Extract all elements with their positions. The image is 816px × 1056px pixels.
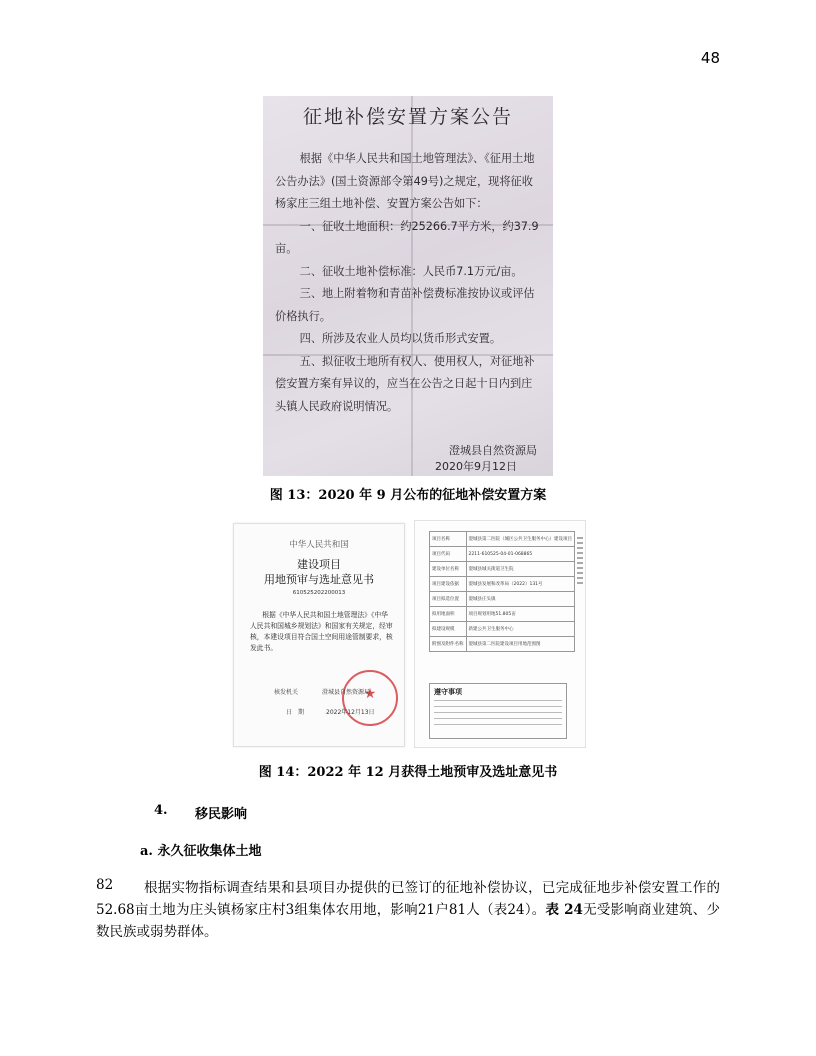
table-cell: 澄城县发展和改革局（2022）131号	[466, 577, 575, 592]
notice-box-title: 遵守事项	[434, 688, 462, 696]
table-cell: 澄城县第二医院（城区公共卫生服务中心）建设项目	[466, 532, 575, 547]
notice-issuer: 澄城县自然资源局	[449, 444, 537, 457]
paragraph-text: 无受影响商业建筑、少数民族或弱势群体。	[96, 902, 720, 940]
table-row	[430, 622, 575, 637]
figure-13-caption: 图 13：2020 年 9 月公布的征地补偿安置方案	[269, 488, 547, 503]
subsection-title: a. 永久征收集体土地	[140, 844, 262, 859]
table-cell: 澄城县庄头镇	[466, 592, 575, 607]
doc-date-label: 日 期	[286, 709, 305, 716]
table-row	[430, 547, 575, 562]
notice-paragraph: 一、征收土地面积：约25266.7平方米，约37.9亩。	[275, 219, 539, 255]
doc-number: 610525202200013	[292, 590, 346, 596]
notice-paragraph: 三、地上附着物和青苗补偿费标准按协议或评估价格执行。	[275, 287, 535, 323]
red-seal-stamp: ★	[342, 670, 398, 726]
page-number: 48	[700, 49, 720, 67]
notice-title: 征地补偿安置方案公告	[302, 106, 513, 128]
table-cell: 建设单位名称	[430, 562, 467, 577]
table-reference: 表 24	[545, 902, 583, 918]
doc-title-line1: 建设项目	[297, 558, 341, 571]
table-cell: 项目拟选位置	[430, 592, 467, 607]
notice-body	[275, 148, 543, 418]
section-title: 移民影响	[195, 807, 248, 822]
table-row	[430, 532, 575, 547]
notice-date: 2020年9月12日	[435, 460, 517, 473]
notice-box	[429, 683, 567, 739]
notice-paragraph: 五、拟征收土地所有权人、使用权人，对征地补偿安置方案有异议的，应当在公告之日起十日内到庄头镇人民政府说明情况。	[275, 354, 535, 413]
site-selection-opinion-cover	[233, 523, 405, 747]
table-row	[430, 577, 575, 592]
table-cell: 拟建设规模	[430, 622, 467, 637]
project-info-table	[429, 531, 575, 652]
table-row	[430, 592, 575, 607]
doc-issuer-value: 澄城县自然资源局	[322, 689, 371, 696]
table-cell: 拟用地面积	[430, 607, 467, 622]
notice-paragraph: 四、所涉及农业人员均以货币形式安置。	[299, 332, 502, 345]
table-row	[430, 637, 575, 652]
notice-box-text-lines	[434, 700, 562, 730]
table-cell: 项目名称	[430, 532, 467, 547]
doc-country: 中华人民共和国	[289, 540, 349, 550]
notice-paragraph: 二、征收土地补偿标准：人民币7.1万元/亩。	[299, 264, 523, 278]
table-cell: 新建公共卫生服务中心	[466, 622, 575, 637]
section-number: 4.	[154, 803, 168, 818]
side-binding-marks	[577, 537, 583, 587]
paragraph-text: 根据实物指标调查结果和县项目办提供的已签订的征地补偿协议，已完成征地步补偿安置工作的52.68亩土地为庄头镇杨家庄村3组集体农用地，影响21户81人（表24）。	[96, 880, 720, 918]
table-cell: 澄城县城关街道卫生院	[466, 562, 575, 577]
doc-date-value: 2022年12月13日	[326, 709, 375, 716]
doc-issuer-label: 核发机关	[274, 689, 299, 696]
table-cell: 2211-610525-04-01-068865	[466, 547, 575, 562]
table-row	[430, 607, 575, 622]
table-row	[430, 562, 575, 577]
paragraph-number: 82	[96, 877, 114, 893]
site-selection-opinion-details	[414, 520, 586, 748]
doc-body: 根据《中华人民共和国土地管理法》《中华人民共和国城乡规划法》和国家有关规定，经审核，本建设项目符合国土空间用途管制要求，核发此书。	[250, 611, 393, 652]
table-cell: 附图及附件名称	[430, 637, 467, 652]
table-cell: 项目建设依据	[430, 577, 467, 592]
paragraph-82	[96, 877, 720, 943]
table-cell: 项目代码	[430, 547, 467, 562]
figure-14-caption: 图 14：2022 年 12 月获得土地预审及选址意见书	[258, 765, 558, 780]
doc-title-line2: 用地预审与选址意见书	[264, 573, 374, 586]
table-cell: 澄城县第二医院建设项目用地范围图	[466, 637, 575, 652]
notice-paragraph: 根据《中华人民共和国土地管理法》、《征用土地公告办法》(国土资源部令第49号)之规定，现将征收杨家庄三组土地补偿、安置方案公告如下：	[275, 152, 535, 210]
land-acquisition-notice-photo	[263, 96, 553, 476]
table-cell: 项目规划用地51.805亩	[466, 607, 575, 622]
